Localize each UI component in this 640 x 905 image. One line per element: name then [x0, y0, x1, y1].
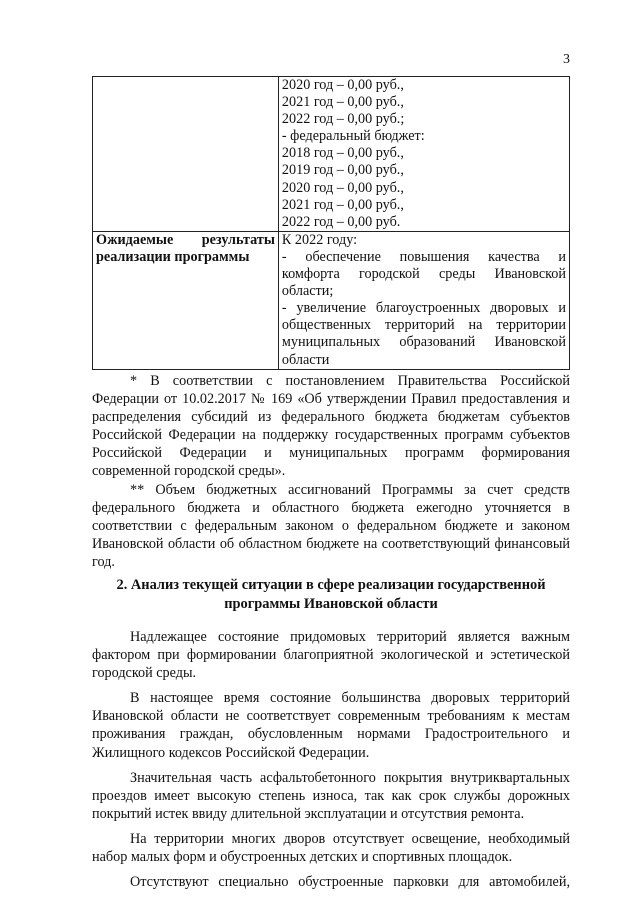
results-value-cell [278, 231, 569, 369]
results-line: общественных территорий на территории [281, 317, 566, 334]
funding-line: 2019 год – 0,00 руб., [281, 162, 404, 179]
funding-line: 2021 год – 0,00 руб., [281, 196, 404, 213]
paragraph: В настоящее время состояние большинства дворовых территорий Ивановской области не соответствует современным требованиям к местам проживания граждан, обусловленным нормами Градостроительного и Жилищного кодексов Российской Федерации. [92, 690, 570, 761]
footnote-1: * В соответствии с постановлением Правительства Российской Федерации от 10.02.2017 № 169 «Об утверждении Правил предоставления и распределения субсидий из федерального бюджета бюджетам субъектов Российской Федерации на поддержку государственных программ субъектов Российской Федерации и муниципальных программ формирования современной городской среды». [92, 373, 570, 480]
program-passport-table [92, 76, 570, 370]
results-label-line: реализации программы [96, 248, 250, 265]
paragraph: Отсутствуют специально обустроенные парковки для автомобилей, [130, 874, 570, 891]
paragraph: На территории многих дворов отсутствует освещение, необходимый набор малых форм и обустроенных детских и спортивных площадок. [92, 830, 570, 866]
paragraph: Значительная часть асфальтобетонного покрытия внутриквартальных проездов имеет высокую степень износа, так как срок службы дорожных покрытий истек ввиду длительной эксплуатации и отсутствия ремонта. [92, 769, 570, 822]
section-heading-line: 2. Анализ текущей ситуации в сфере реализации государственной [116, 577, 546, 593]
results-line: муниципальных образований Ивановской [281, 334, 566, 351]
funding-line: 2022 год – 0,00 руб.; [281, 111, 405, 128]
funding-label-cell [93, 77, 279, 232]
footnotes [92, 372, 570, 571]
funding-line: 2020 год – 0,00 руб., [281, 179, 404, 196]
funding-line: 2021 год – 0,00 руб., [281, 94, 404, 111]
results-label-cell [93, 231, 279, 369]
results-label-line: Ожидаемые результаты [96, 231, 275, 248]
section-heading [92, 576, 570, 613]
paragraph: Надлежащее состояние придомовых территорий является важным фактором при формировании благоприятной экологической и эстетической городской среды. [92, 629, 570, 682]
funding-line: 2018 год – 0,00 руб., [281, 145, 404, 162]
results-line: - увеличение благоустроенных дворовых и [281, 300, 566, 317]
results-line: области [281, 351, 330, 368]
results-line: - обеспечение повышения качества и [281, 248, 566, 265]
section-body [92, 628, 570, 898]
page-number: 3 [563, 52, 570, 67]
funding-line: - федеральный бюджет: [281, 128, 425, 145]
funding-line: 2022 год – 0,00 руб. [281, 213, 401, 230]
footnote-2: ** Объем бюджетных ассигнований Программы за счет средств федерального бюджета и областного бюджета ежегодно уточняется в соответствии с федеральным законом о федеральном бюджете и законом Ивановской области об областном бюджете на соответствующий финансовый год. [92, 481, 570, 570]
results-line: области; [281, 283, 334, 300]
section-heading-line: программы Ивановской области [224, 595, 438, 612]
table-row-results [93, 231, 570, 369]
results-line: комфорта городской среды Ивановской [281, 266, 566, 283]
funding-line: 2020 год – 0,00 руб., [281, 77, 404, 93]
funding-value-cell [278, 77, 569, 232]
table-row-funding [93, 77, 570, 232]
results-line: К 2022 году: [281, 231, 358, 248]
